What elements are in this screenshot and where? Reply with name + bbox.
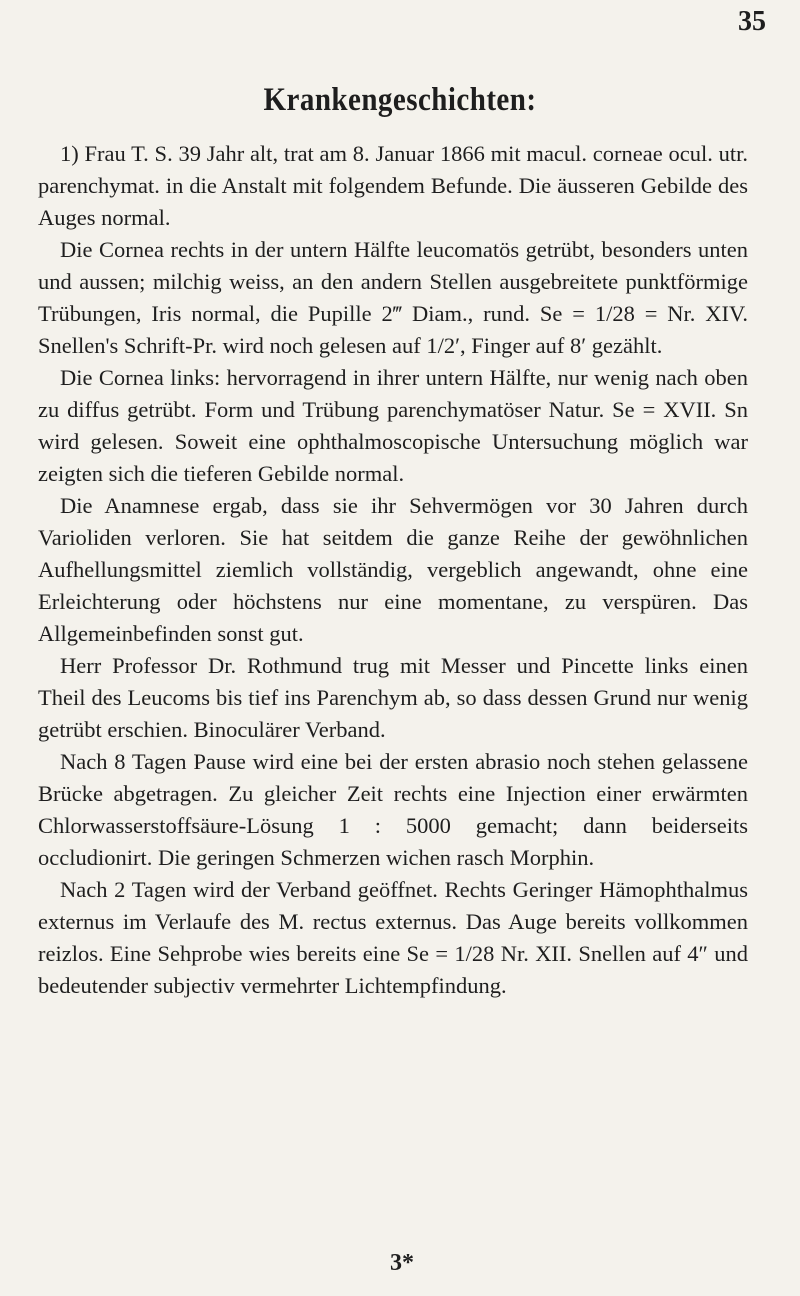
paragraph-cornea-right: Die Cornea rechts in der untern Hälfte leucomatös getrübt, besonders unten und aussen; milchig weiss, an den andern Stellen ausgebreitete punktförmige Trübungen, Iris normal, die Pupille 2‴ Diam., rund. Se = 1/28 = Nr. XIV. Snellen's Schrift-Pr. wird noch gelesen auf 1/2′, Finger auf 8′ gezählt. — [38, 237, 748, 358]
page-number: 35 — [738, 6, 766, 37]
paragraph-after-8-days: Nach 8 Tagen Pause wird eine bei der ersten abrasio noch stehen gelassene Brücke abgetragen. Zu gleicher Zeit rechts eine Injection einer erwärmten Chlorwasserstoffsäure-Lösung 1 : 5000 gemacht; dann beiderseits occludionirt. Die geringen Schmerzen wichen rasch Morphin. — [38, 749, 748, 870]
section-heading: Krankengeschichten: — [263, 82, 537, 118]
paragraph-case-1: 1) Frau T. S. 39 Jahr alt, trat am 8. Januar 1866 mit macul. corneae ocul. utr. parenchymat. in die Anstalt mit folgendem Befunde. Die äusseren Gebilde des Auges normal. — [38, 141, 748, 230]
paragraph-operation: Herr Professor Dr. Rothmund trug mit Messer und Pincette links einen Theil des Leucoms bis tief ins Parenchym ab, so dass dessen Grund nur wenig getrübt erschien. Binoculärer Verband. — [38, 653, 748, 742]
body-text — [38, 138, 748, 1002]
paragraph-after-2-days: Nach 2 Tagen wird der Verband geöffnet. Rechts Geringer Hämophthalmus externus im Verlaufe des M. rectus externus. Das Auge bereits vollkommen reizlos. Eine Sehprobe wies bereits eine Se = 1/28 Nr. XII. Snellen auf 4″ und bedeutender subjectiv vermehrter Lichtempfindung. — [38, 877, 748, 998]
paragraph-cornea-left: Die Cornea links: hervorragend in ihrer untern Hälfte, nur wenig nach oben zu diffus getrübt. Form und Trübung parenchymatöser Natur. Se = XVII. Sn wird gelesen. Soweit eine ophthalmoscopische Untersuchung möglich war zeigten sich die tieferen Gebilde normal. — [38, 365, 748, 486]
signature-mark: 3* — [390, 1250, 414, 1276]
paragraph-anamnesis: Die Anamnese ergab, dass sie ihr Sehvermögen vor 30 Jahren durch Varioliden verloren. Sie hat seitdem die ganze Reihe der gewöhnlichen Aufhellungsmittel ziemlich vollständig, vergeblich angewandt, ohne eine Erleichterung oder höchstens nur eine momentane, zu verspüren. Das Allgemeinbefinden sonst gut. — [38, 493, 748, 646]
